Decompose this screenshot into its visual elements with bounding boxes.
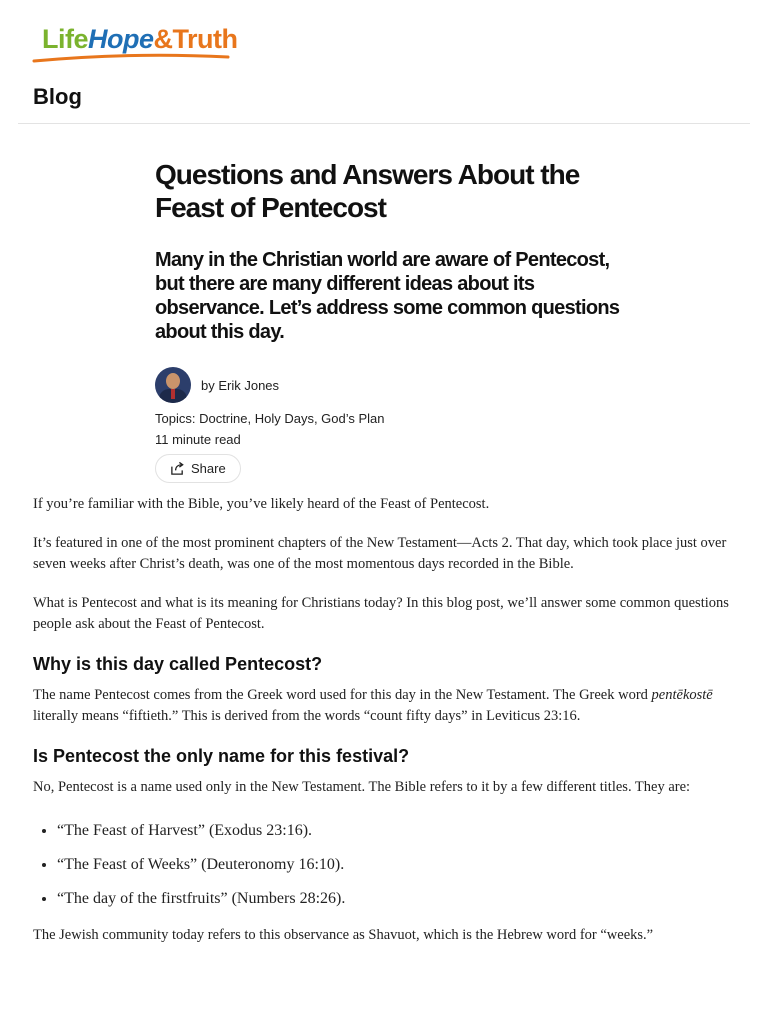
logo-ampersand: & — [153, 24, 173, 54]
article-body — [33, 494, 745, 964]
site-logo[interactable] — [32, 22, 238, 66]
share-button[interactable] — [155, 454, 241, 483]
article-title: Questions and Answers About the Feast of Pentecost — [155, 159, 580, 223]
logo-wordmark — [42, 24, 238, 55]
subheading: Is Pentecost the only name for this festival? — [33, 746, 410, 766]
greek-term: pentēkostē — [651, 687, 713, 703]
paragraph: The name Pentecost comes from the Greek word used for this day in the New Testament. The Greek word pentēkostē literally means “fiftieth.” This is derived from the words “count fifty days” in Leviticus 23:16. — [33, 687, 713, 724]
author-name[interactable]: by Erik Jones — [201, 377, 280, 393]
paragraph: No, Pentecost is a name used only in the New Testament. The Bible refers to it by a few different titles. They are: — [33, 779, 691, 795]
logo-swoosh-icon — [32, 52, 232, 64]
list-item: • “The day of the firstfruits” (Numbers 28:26). — [57, 888, 745, 909]
article-header — [155, 158, 625, 483]
article-dek: Many in the Christian world are aware of Pentecost, but there are many different ideas about its observance. Let’s address some common questions about this day. — [155, 249, 620, 343]
subheading: Why is this day called Pentecost? — [33, 654, 323, 674]
section-title[interactable]: Blog — [33, 84, 82, 109]
paragraph: It’s featured in one of the most prominent chapters of the New Testament—Acts 2. That day, which took place just over seven weeks after Christ’s death, was one of the most momentous days recorded in the Bible. — [33, 535, 727, 572]
author-avatar[interactable] — [155, 367, 191, 403]
share-icon — [170, 461, 185, 476]
header-divider — [18, 123, 750, 124]
paragraph: If you’re familiar with the Bible, you’ve likely heard of the Feast of Pentecost. — [33, 496, 490, 512]
logo-hope: Hope — [88, 24, 154, 54]
paragraph: What is Pentecost and what is its meaning for Christians today? In this blog post, we’ll answer some common questions people ask about the Feast of Pentecost. — [33, 595, 729, 632]
names-list — [33, 820, 745, 909]
logo-truth: Truth — [172, 24, 238, 54]
read-time: 11 minute read — [155, 432, 241, 447]
logo-life: Life — [42, 24, 89, 54]
article-topics[interactable]: Topics: Doctrine, Holy Days, God’s Plan — [155, 411, 385, 426]
list-item: • “The Feast of Harvest” (Exodus 23:16). — [57, 820, 745, 841]
author-row — [155, 366, 625, 404]
share-label: Share — [191, 461, 226, 476]
list-item: • “The Feast of Weeks” (Deuteronomy 16:10). — [57, 854, 745, 875]
paragraph: The Jewish community today refers to this observance as Shavuot, which is the Hebrew word for “weeks.” — [33, 927, 654, 943]
